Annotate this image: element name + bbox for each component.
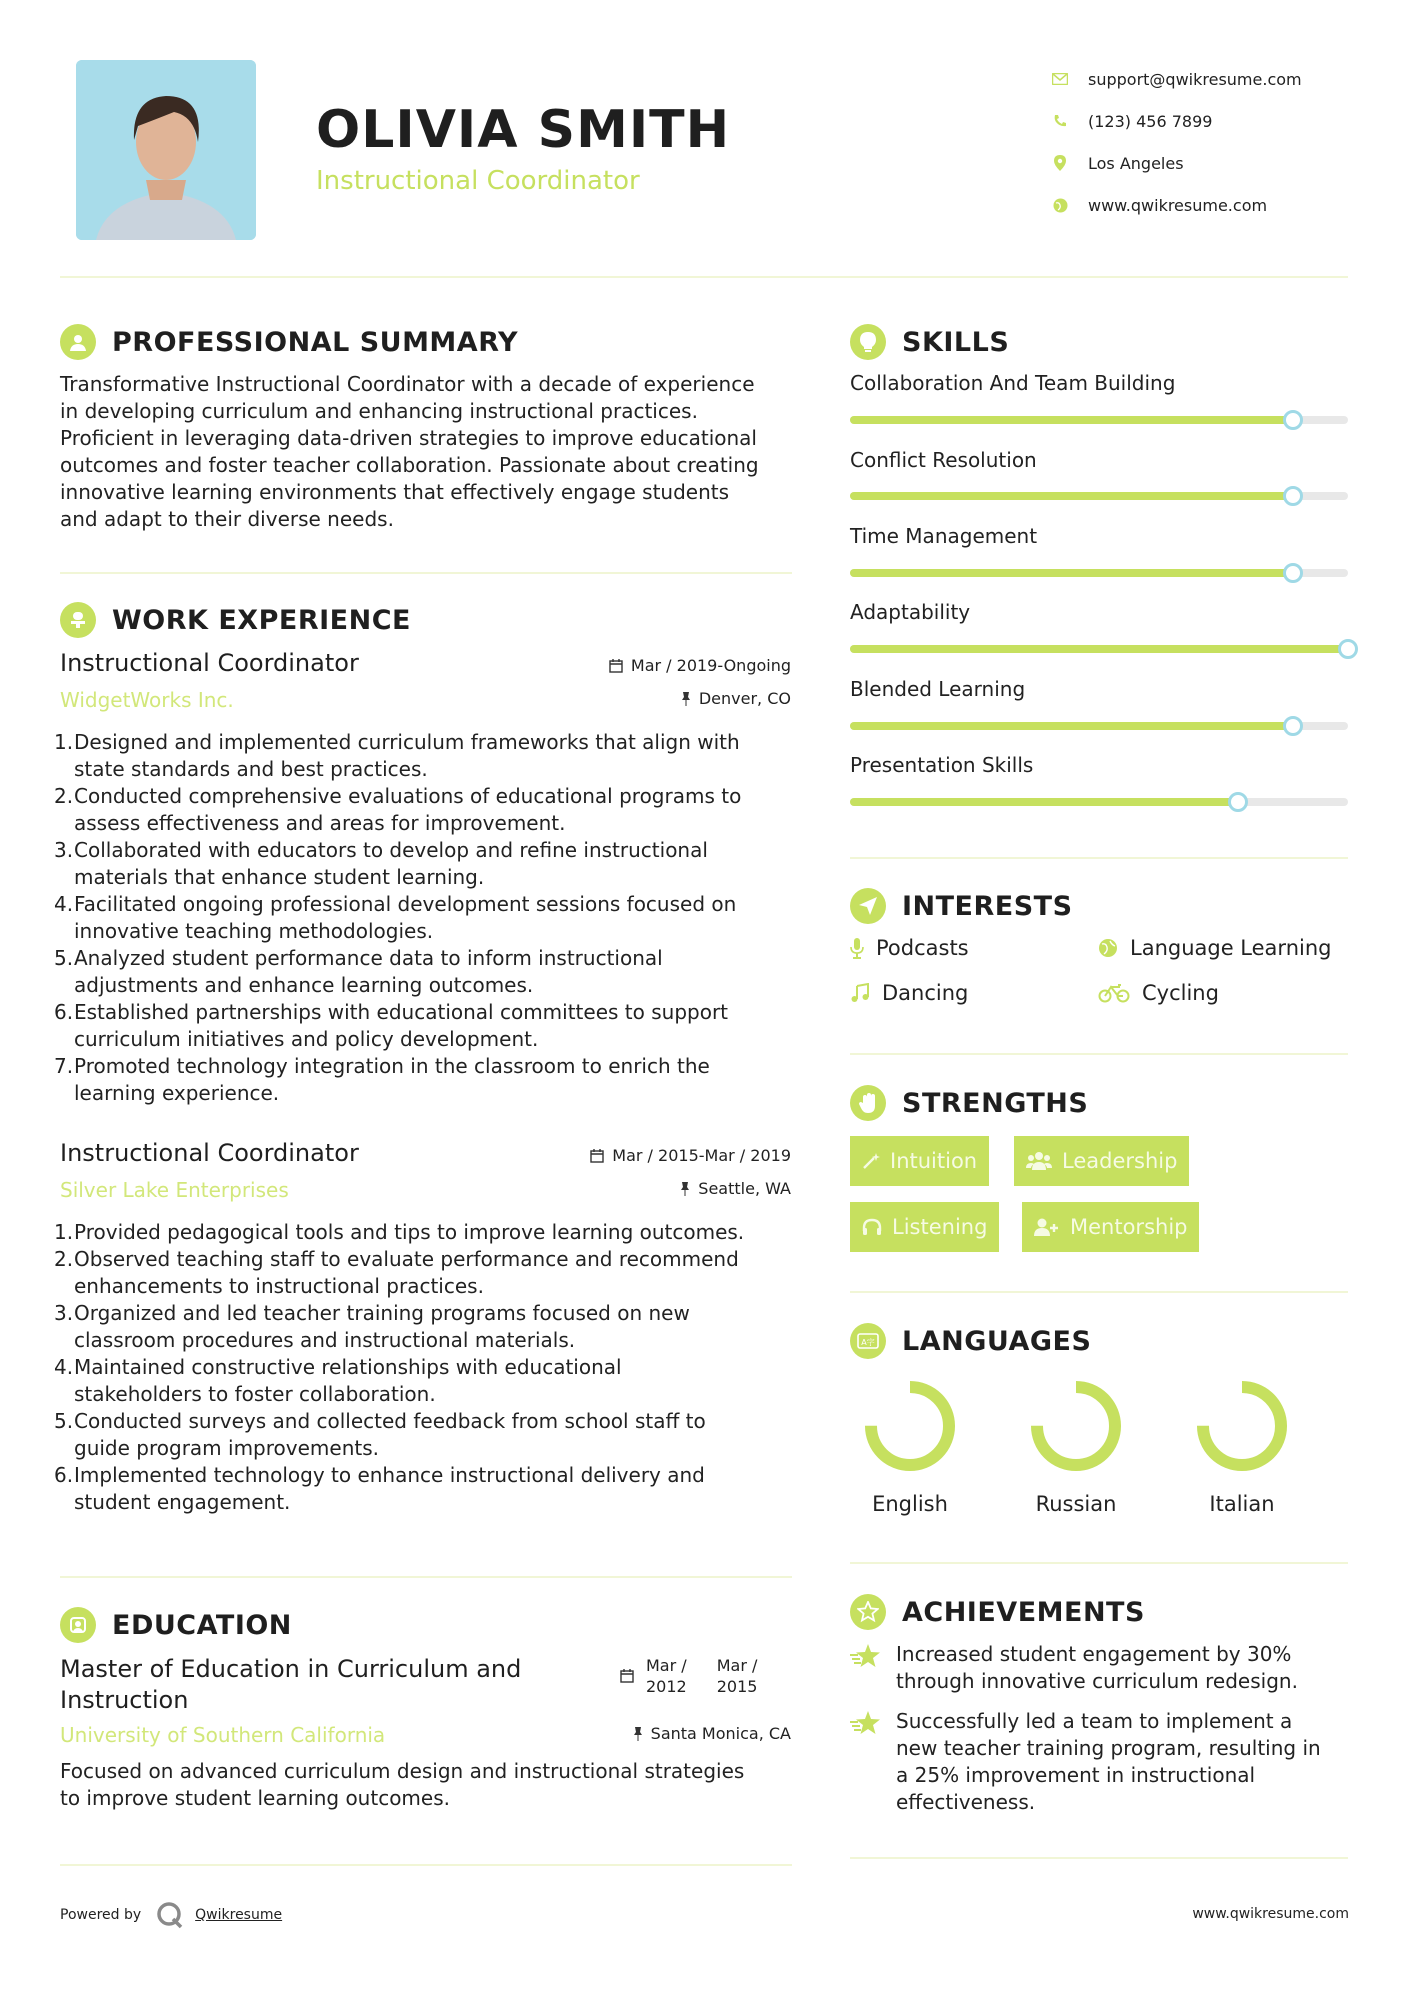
powered-by-text: Powered by [60,1907,142,1923]
lightbulb-icon [850,324,886,360]
skill-bar [850,569,1348,577]
hand-icon [850,1085,886,1121]
candidate-name: OLIVIA SMITH [316,100,731,160]
list-item: 1. Provided pedagogical tools and tips to improve learning outcomes. [54,1220,745,1244]
summary-title: PROFESSIONAL SUMMARY [112,326,519,358]
job-2-date: Mar / 2015-Mar / 2019 [590,1146,791,1165]
language-name: English [872,1492,948,1516]
contact-block [1050,58,1302,226]
languages-title: LANGUAGES [902,1325,1092,1357]
svg-text:A字: A字 [861,1338,875,1347]
list-item: 4. Facilitated ongoing professional development sessions focused on innovative teaching methodologies. [54,892,737,943]
skill-bar-knob[interactable] [1283,563,1303,583]
list-item: 4. Maintained constructive relationships with educational stakeholders to foster collaboration. [54,1355,622,1406]
summary-text: Transformative Instructional Coordinator with a decade of experience in developing curriculum and enhancing instructional practices. Proficient in leveraging data-driven strategies to improve educational outcomes and foster teacher collaboration. Passionate about creating innovative learning environments that effectively engage students and adapt to their diverse needs. [60,372,759,531]
strength-chip-leadership: Leadership [1014,1136,1189,1186]
interest-item: Language Learning [1098,936,1331,960]
language-item [845,1376,975,1516]
globe-icon [1098,938,1118,958]
achievements-divider [850,1857,1348,1859]
job-1-date: Mar / 2019-Ongoing [609,656,791,675]
list-item: 1. Designed and implemented curriculum frameworks that align with state standards and best practices. [54,730,740,781]
interests-title: INTERESTS [902,890,1073,922]
interest-item: Cycling [1098,981,1219,1005]
achievement-item: Increased student engagement by 30% through innovative curriculum redesign. [850,1641,1350,1695]
skill-bar-fill [850,569,1293,577]
pushpin-icon [633,1727,643,1741]
person-portrait-icon [76,60,256,240]
interests-divider [850,1053,1348,1055]
strength-chip-listening: Listening [850,1202,999,1252]
school-name: University of Southern California [60,1723,386,1747]
contact-phone[interactable] [1050,100,1302,142]
achievement-item: Successfully led a team to implement a new teacher training program, resulting in a 25% improvement in instructional effectiveness. [850,1708,1350,1816]
work-heading [60,602,411,638]
skill-bar-knob[interactable] [1283,716,1303,736]
achievements-title: ACHIEVEMENTS [902,1596,1145,1628]
interest-item: Podcasts [850,936,969,960]
skill-bar-fill [850,798,1238,806]
microphone-icon [850,937,864,959]
skill-bar-fill [850,722,1293,730]
skill-bar-knob[interactable] [1283,486,1303,506]
job-1-location: Denver, CO [681,689,791,708]
strength-chip-mentorship: Mentorship [1022,1202,1199,1252]
footer-powered-by [60,1900,282,1930]
pushpin-icon [681,692,691,706]
contact-email-text: support@qwikresume.com [1088,69,1302,89]
interest-item: Dancing [850,981,968,1005]
skill-bar-knob[interactable] [1283,410,1303,430]
education-description: Focused on advanced curriculum design and instructional strategies to improve student learning outcomes. [60,1759,745,1810]
language-name: Russian [1035,1492,1117,1516]
add-user-icon [1034,1217,1060,1237]
skill-label: Presentation Skills [850,753,1034,777]
skill-bar [850,416,1348,424]
language-ring [860,1376,960,1476]
language-ring [1192,1376,1292,1476]
language-item [1011,1376,1141,1516]
strengths-title: STRENGTHS [902,1087,1089,1119]
strength-chip-intuition: Intuition [850,1136,989,1186]
skills-title: SKILLS [902,326,1010,358]
job-1-company: WidgetWorks Inc. [60,688,234,712]
globe-icon [1050,195,1070,215]
pushpin-icon [680,1182,690,1196]
education-location: Santa Monica, CA [633,1724,791,1743]
language-name: Italian [1209,1492,1275,1516]
strengths-heading [850,1085,1088,1121]
skill-bar-fill [850,492,1293,500]
degree-title: Master of Education in Curriculum and Instruction [60,1655,522,1714]
job-1-duties [54,729,814,1107]
qwikresume-link[interactable]: Qwikresume [195,1907,283,1923]
skill-bar-knob[interactable] [1338,639,1358,659]
achievements-heading [850,1594,1145,1630]
list-item: 2. Conducted comprehensive evaluations of educational programs to assess effectiveness and areas for improvement. [54,784,742,835]
skill-bar [850,722,1348,730]
job-1-title: Instructional Coordinator [60,649,359,677]
skill-label: Blended Learning [850,677,1026,701]
education-title: EDUCATION [112,1609,292,1641]
calendar-icon [609,659,623,673]
languages-divider [850,1562,1348,1564]
qwikresume-logo-icon [155,1900,185,1930]
headphones-icon [862,1218,882,1236]
strengths-divider [850,1291,1348,1293]
language-icon [850,1323,886,1359]
skill-bar-fill [850,645,1348,653]
list-item: 6. Implemented technology to enhance instructional delivery and student engagement. [54,1463,705,1514]
envelope-icon [1050,69,1070,89]
list-item: 3. Collaborated with educators to develop and refine instructional materials that enhance student learning. [54,838,708,889]
contact-location-text: Los Angeles [1088,153,1184,173]
magic-wand-icon [862,1152,880,1170]
job-2-title: Instructional Coordinator [60,1139,359,1167]
footer-website[interactable]: www.qwikresume.com [1192,1906,1349,1922]
skill-label: Collaboration And Team Building [850,371,1176,395]
music-note-icon [850,983,870,1003]
contact-location [1050,142,1302,184]
language-ring [1026,1376,1126,1476]
skill-bar [850,798,1348,806]
briefcase-icon [60,602,96,638]
interests-heading [850,888,1073,924]
map-pin-icon [1050,153,1070,173]
paper-plane-icon [850,888,886,924]
header-divider [60,276,1348,278]
star-icon [850,1643,884,1695]
list-item: 2. Observed teaching staff to evaluate performance and recommend enhancements to instructional practices. [54,1247,739,1298]
group-icon [1026,1151,1052,1171]
skills-heading [850,324,1009,360]
skills-divider [850,857,1348,859]
list-item: 5. Conducted surveys and collected feedback from school staff to guide program improvements. [54,1409,706,1460]
languages-heading [850,1323,1091,1359]
calendar-icon [590,1149,604,1163]
job-2-company: Silver Lake Enterprises [60,1178,289,1202]
skill-bar-fill [850,416,1293,424]
list-item: 3. Organized and led teacher training programs focused on new classroom procedures and instructional materials. [54,1301,690,1352]
work-divider [60,1576,792,1578]
work-title: WORK EXPERIENCE [112,604,411,636]
job-2-location: Seattle, WA [680,1179,791,1198]
contact-phone-text: (123) 456 7899 [1088,111,1213,131]
skill-bar [850,645,1348,653]
skill-label: Time Management [850,524,1038,548]
calendar-icon [620,1669,634,1683]
skill-label: Adaptability [850,600,971,624]
star-icon [850,1710,884,1816]
candidate-role: Instructional Coordinator [316,166,640,196]
graduate-icon [60,1607,96,1643]
user-icon [60,324,96,360]
job-2-duties [54,1219,814,1516]
education-divider [60,1864,792,1866]
contact-email[interactable] [1050,58,1302,100]
education-heading [60,1607,292,1643]
phone-icon [1050,111,1070,131]
skill-bar [850,492,1348,500]
contact-website[interactable] [1050,184,1302,226]
list-item: 6. Established partnerships with educational committees to support curriculum initiatives and policy development. [54,1000,729,1051]
bicycle-icon [1098,983,1130,1003]
summary-heading [60,324,518,360]
award-star-icon [850,1594,886,1630]
profile-photo [76,60,256,240]
skill-bar-knob[interactable] [1228,792,1248,812]
language-item [1177,1376,1307,1516]
list-item: 5. Analyzed student performance data to inform instructional adjustments and enhance learning outcomes. [54,946,663,997]
education-dates: Mar / 2012 Mar / 2015 [620,1655,757,1697]
skill-label: Conflict Resolution [850,448,1037,472]
list-item: 7. Promoted technology integration in the classroom to enrich the learning experience. [54,1054,710,1105]
summary-divider [60,572,792,574]
contact-website-text: www.qwikresume.com [1088,195,1268,215]
